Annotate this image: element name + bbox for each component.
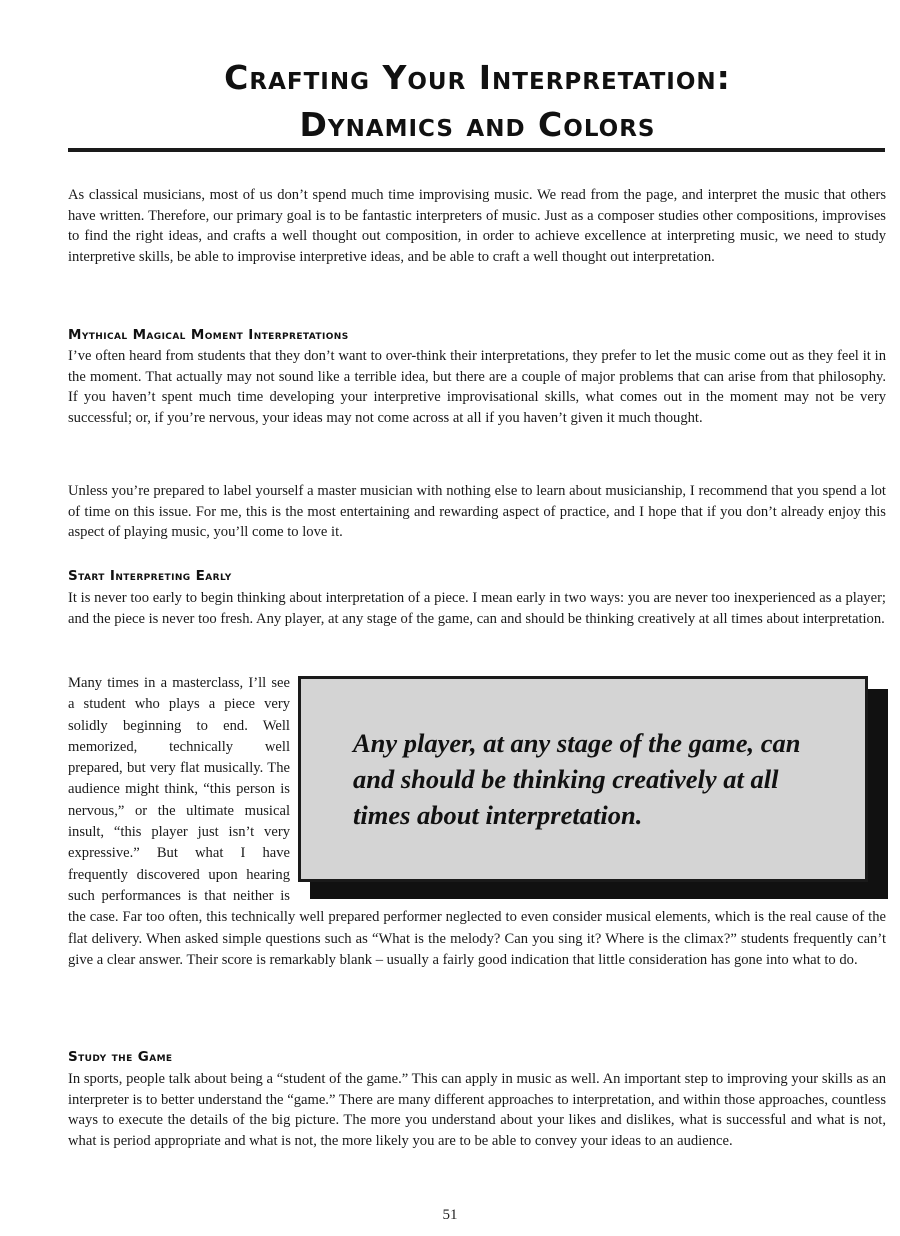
title-rule — [68, 148, 885, 152]
intro-paragraph: As classical musicians, most of us don’t spend much time improvising music. We read from the page, and interpret the music that others have written. Therefore, our primary goal is to be fantastic interpreters of music. Just as a composer studies other compositions, improvises to find the right ideas, and crafts a well thought out composition, in order to achieve excellence at interpreting music, we need to study interpretive skills, be able to improvise interpretive ideas, and be able to craft a well thought out interpretation. — [68, 187, 886, 266]
pull-quote-text: Any player, at any stage of the game, can and should be thinking creatively at all times about interpretation. — [353, 728, 801, 830]
page-number: 51 — [442, 1207, 458, 1223]
pull-quote-box — [298, 676, 868, 882]
mythical-paragraph-2: Unless you’re prepared to label yourself a master musician with nothing else to learn about musicianship, I recommend that you spend a lot of time on this issue. For me, this is the most entertaining and rewarding aspect of practice, and I hope that if you don’t already enjoy this aspect of playing music, you’ll come to love it. — [68, 483, 886, 541]
page-title-line-2: Dynamics and Colors — [299, 105, 656, 144]
section-heading-early: Start Interpreting Early — [68, 568, 232, 584]
mythical-paragraph-1: I’ve often heard from students that they don’t want to over-think their interpretations, they prefer to let the music come out as they feel it in the moment. That actually may not sound like a terrible idea, but there are a couple of major problems that can arise from that philosophy. If you haven’t spent much time developing your interpretive improvisational skills, what comes out in the moment may not be very successful; or, if you’re nervous, your ideas may not come across at all if you haven’t given it much thought. — [68, 348, 886, 427]
section-heading-mythical: Mythical Magical Moment Interpretations — [68, 327, 349, 343]
page-title-line-1: Crafting Your Interpretation: — [224, 58, 731, 97]
early-paragraph-1: It is never too early to begin thinking about interpretation of a piece. I mean early in two ways: you are never too inexperienced as a player; and the piece is never too fresh. Any player, at any stage of the game, can and should be thinking creatively at all times about interpretation. — [68, 590, 886, 627]
early-paragraph-2: Many times in a masterclass, I’ll see a student who plays a piece very solidly beginning to end. Well memorized, technically well prepared, but very flat musically. The audience might think, “this person is nervous,” or the ultimate musical insult, “this player just isn’t very expressive.” But what I have frequently discovered upon hearing such performances is that neither is the case. Far too often, this technically well prepared performer neglected to even consider musical elements, which is the real cause of the flat delivery. When asked simple questions such as “What is the melody? Can you sing it? Where is the climax?” students frequently can’t give a clear answer. Their score is remarkably blank – usually a fairly good indication that little consideration has gone into what to do. — [68, 675, 886, 968]
section-heading-game: Study the Game — [68, 1049, 173, 1065]
game-paragraph-1: In sports, people talk about being a “student of the game.” This can apply in music as well. An important step to improving your skills as an interpreter is to better understand the “game.” There are many different approaches to interpretation, and within those approaches, countless ways to execute the details of the big picture. The more you understand about your likes and dislikes, what is successful and what is not, what is period appropriate and what is not, the more likely you are to be able to convey your ideas to an audience. — [68, 1071, 886, 1150]
